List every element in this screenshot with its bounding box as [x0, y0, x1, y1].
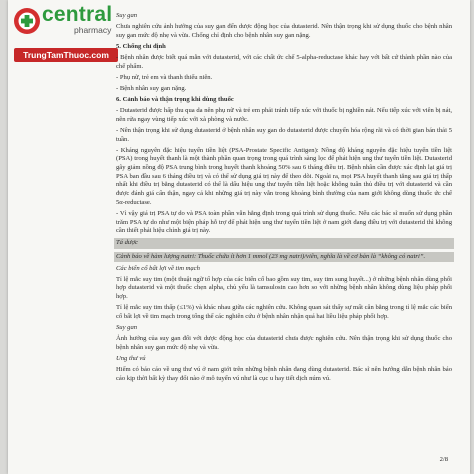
paragraph: Tá dược [114, 238, 454, 249]
paragraph: - Bệnh nhân được biết quá mẫn với dutasterid, với các chất ức chế 5-alpha-reductase khác hay với bất cứ thành phần nào của chế phẩm. [116, 53, 452, 70]
section-heading: Ung thư vú [116, 354, 146, 362]
paragraph: Cảnh báo về hàm lượng natri: Thuốc chứa ít hơn 1 mmol (23 mg natri)/viên, nghĩa là về cơ bản là “không có natri”. [114, 252, 454, 263]
paragraph: - Bệnh nhân suy gan nặng. [116, 84, 187, 92]
paragraph: Tỉ lệ mắc suy tim (một thuật ngữ tổ hợp của các biến cố bao gồm suy tim, suy tim sung huyết...) ở những bệnh nhân dùng phối hợp dutasterid và một thuốc chẹn alpha, chủ yếu là tamsulosin cao hơn so với những bệnh nhân không dùng liệu pháp phối hợp. [116, 275, 452, 301]
paragraph: Ảnh hưởng của suy gan đối với dược động học của dutasterid chưa được nghiên cứu. Nên thận trọng khi sử dụng thuốc cho bệnh nhân suy gan mức độ nhẹ và vừa. [116, 335, 452, 351]
pharmacy-cross-icon [12, 6, 42, 36]
logo-subtitle: pharmacy [74, 25, 112, 35]
paragraph: - Vì vậy giá trị PSA tự do và PSA toàn phần vẫn hằng định trong quá trình sử dụng thuốc. Nếu các bác sĩ muốn sử dụng phần trăm PSA tự do như một biện pháp hỗ trợ để phát hiện ung thư tuyến tiền liệt ở nam giới đang điều trị với dutasterid thì không cần thiết phải hiệu chỉnh giá trị này. [116, 209, 452, 235]
section-heading: 6. Cảnh báo và thận trọng khi dùng thuốc [116, 95, 234, 103]
paragraph: - Kháng nguyên đặc hiệu tuyến tiền liệt (PSA-Prostate Specific Antigen): Nồng độ kháng nguyên đặc hiệu tuyến tiền liệt (PSA) trong huyết thanh là một thành phần quan trọng trong quá trình sàng lọc để phát hiện ung thư tuyến tiền liệt. Dutasterid gây giảm nồng độ PSA trung bình trong huyết thanh khoảng 50% sau 6 tháng điều trị. Bệnh nhân cần được xác định lại giá trị PSA ban đầu sau 6 tháng điều trị và có thể sử dụng giá trị này để theo dõi. Ngoài ra, mọi PSA huyết thanh tăng sau giá trị thấp nhất khi điều trị bằng dutasterid có thể là dấu hiệu ung thư tuyến tiền liệt hoặc không tuân thủ điều trị với dutasterid và cần được đánh giá cẩn thận, ngay cả khi những giá trị này vẫn trong khoảng bình thường của nam giới không dùng thuốc ức chế 5α-reductase. [116, 146, 452, 206]
paragraph: Tỉ lệ mắc suy tim thấp (≤1%) và khác nhau giữa các nghiên cứu. Không quan sát thấy sự mất cân bằng trong tỉ lệ mắc các biến cố bất lợi về tim mạch trong tổng thể các nghiên cứu ở bệnh nhân nhận quá hai liều liệu pháp phối hợp. [116, 304, 452, 320]
central-pharmacy-logo [12, 3, 124, 64]
document-body [116, 12, 452, 386]
paragraph: - Phụ nữ, trẻ em và thanh thiếu niên. [116, 73, 213, 81]
paragraph: Hiếm có báo cáo về ung thư vú ở nam giới trên những bệnh nhân đang dùng dutasterid. Bác sĩ nên hướng dẫn bệnh nhân báo cáo kịp thời bất kỳ thay đổi nào ở mô tuyến vú như là cục u hay tiết dịch núm vú. [116, 366, 452, 382]
logo-name: central [42, 3, 113, 26]
paragraph: Chưa nghiên cứu ảnh hưởng của suy gan đến dược động học của dutasterid. Nên thận trọng khi sử dụng thuốc cho bệnh nhân suy gan mức độ nhẹ và vừa. Chống chỉ định cho bệnh nhân suy gan nặng. [116, 23, 452, 39]
section-heading: Suy gan [116, 324, 138, 332]
section-heading: Các biến cố bất lợi về tim mạch [116, 264, 200, 272]
document-page [8, 0, 470, 474]
logo-url-banner: TrungTamThuoc.com [14, 48, 118, 62]
page-number: 2/8 [439, 456, 448, 463]
paragraph: - Dutasterid được hấp thu qua da nên phụ nữ và trẻ em phải tránh tiếp xúc với thuốc bị nghiền nát. Nếu tiếp xúc với viên bị nát, nên rửa ngay vùng tiếp xúc với xà phòng và nước. [116, 107, 452, 123]
paragraph: - Nên thận trọng khi sử dụng dutasterid ở bệnh nhân suy gan do dutasterid được chuyển hóa rộng rãi và có thời gian bán thải 5 tuần. [116, 126, 452, 143]
paragraph: Suy gan [116, 12, 138, 19]
section-heading: 5. Chống chỉ định [116, 42, 166, 50]
